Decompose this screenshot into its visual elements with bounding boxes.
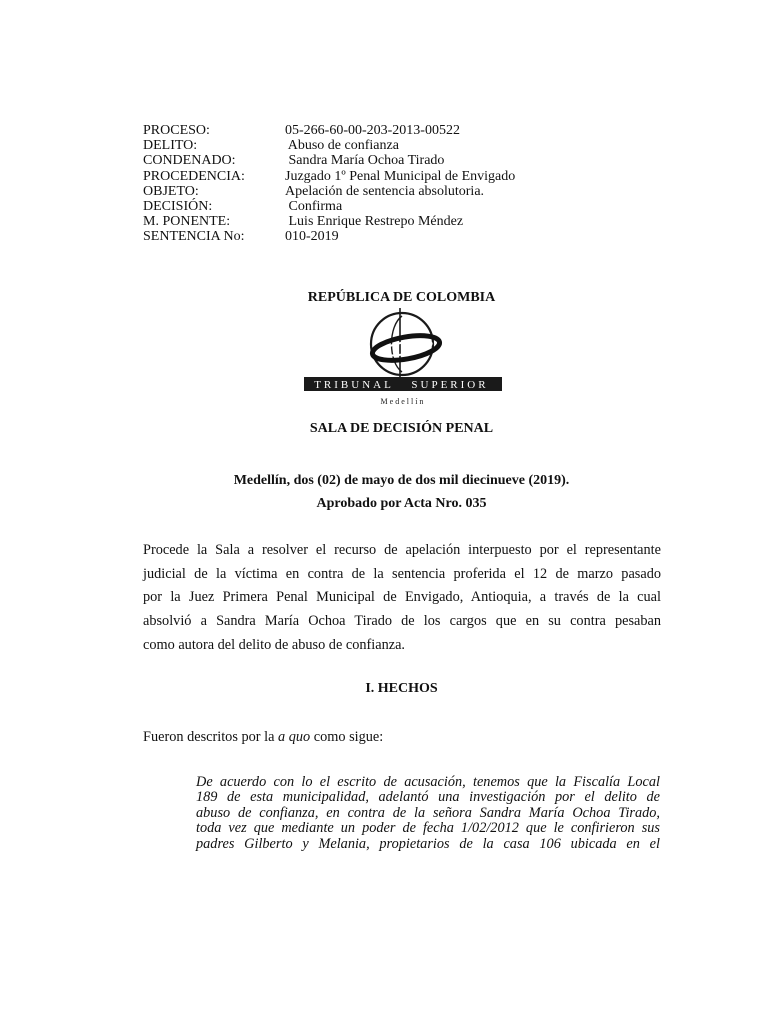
header-row-condenado — [143, 153, 515, 168]
header-row-objeto — [143, 184, 515, 199]
date-line: Medellín, dos (02) de mayo de dos mil diecinueve (2019). — [233, 473, 570, 488]
quote-line: De acuerdo con lo el escrito de acusación, tenemos que la Fiscalía Local — [196, 774, 660, 790]
tribunal-emblem-icon — [302, 306, 504, 408]
header-row-proceso — [143, 123, 515, 138]
case-header — [143, 123, 515, 245]
intro-italic: a quo — [278, 729, 311, 745]
section-title-hechos: I. HECHOS — [365, 681, 438, 696]
header-label: CONDENADO: — [143, 153, 236, 169]
header-label: SENTENCIA No: — [143, 229, 245, 245]
logo-word-right: SUPERIOR — [411, 379, 489, 391]
header-label: DELITO: — [143, 138, 198, 154]
paragraph-line: por la Juez Primera Penal Municipal de Envigado, Antioquia, a través de la cual — [143, 589, 661, 606]
country-heading: REPÚBLICA DE COLOMBIA — [307, 290, 496, 305]
header-label: DECISIÓN: — [143, 198, 213, 214]
header-row-ponente — [143, 214, 515, 229]
header-value: Sandra María Ochoa Tirado — [285, 153, 445, 169]
header-value: Apelación de sentencia absolutoria. — [285, 183, 485, 199]
header-value: Abuso de confianza — [285, 138, 399, 154]
acta-line: Aprobado por Acta Nro. 035 — [316, 496, 487, 511]
quote-line: toda vez que mediante un poder de fecha 1/02/2012 que le confirieron sus — [196, 820, 660, 837]
paragraph-line: judicial de la víctima en contra de la sentencia proferida el 12 de marzo pasado — [143, 565, 661, 582]
intro-text: Fueron descritos por la — [143, 729, 278, 745]
header-value: 05-266-60-00-203-2013-00522 — [285, 123, 460, 138]
tribunal-logo — [302, 306, 504, 408]
header-value: 010-2019 — [285, 229, 339, 245]
quote-line: 189 de esta municipalidad, adelantó una investigación por el delito de — [196, 789, 660, 806]
header-label: PROCEDENCIA: — [143, 168, 245, 184]
header-label: M. PONENTE: — [143, 214, 231, 230]
header-value: Confirma — [285, 198, 343, 214]
paragraph-line: Procede la Sala a resolver el recurso de apelación interpuesto por el representante — [143, 542, 661, 558]
paragraph-line: absolvió a Sandra María Ochoa Tirado de los cargos que en su contra pesaban — [143, 613, 661, 630]
quote-line: abuso de confianza, en contra de la señora Sandra María Ochoa Tirado, — [196, 804, 660, 821]
header-label: PROCESO: — [143, 123, 210, 138]
intro-text: como sigue: — [310, 729, 384, 745]
quote-block — [196, 775, 660, 852]
header-row-procedencia — [143, 169, 515, 184]
header-label: OBJETO: — [143, 183, 199, 199]
header-row-decision — [143, 199, 515, 214]
logo-word-left: TRIBUNAL — [314, 379, 394, 391]
header-row-delito — [143, 138, 515, 153]
header-value: Luis Enrique Restrepo Méndez — [285, 214, 464, 230]
sala-heading: SALA DE DECISIÓN PENAL — [309, 421, 494, 436]
header-row-sentencia — [143, 229, 515, 244]
intro-paragraph — [143, 539, 661, 658]
logo-city: Medellín — [380, 397, 426, 406]
quote-line: padres Gilberto y Melania, propietarios de la casa 106 ubicada en el — [196, 835, 660, 852]
hechos-intro — [143, 729, 383, 746]
paragraph-line: como autora del delito de abuso de confianza. — [143, 636, 406, 653]
header-value: Juzgado 1º Penal Municipal de Envigado — [285, 168, 516, 184]
